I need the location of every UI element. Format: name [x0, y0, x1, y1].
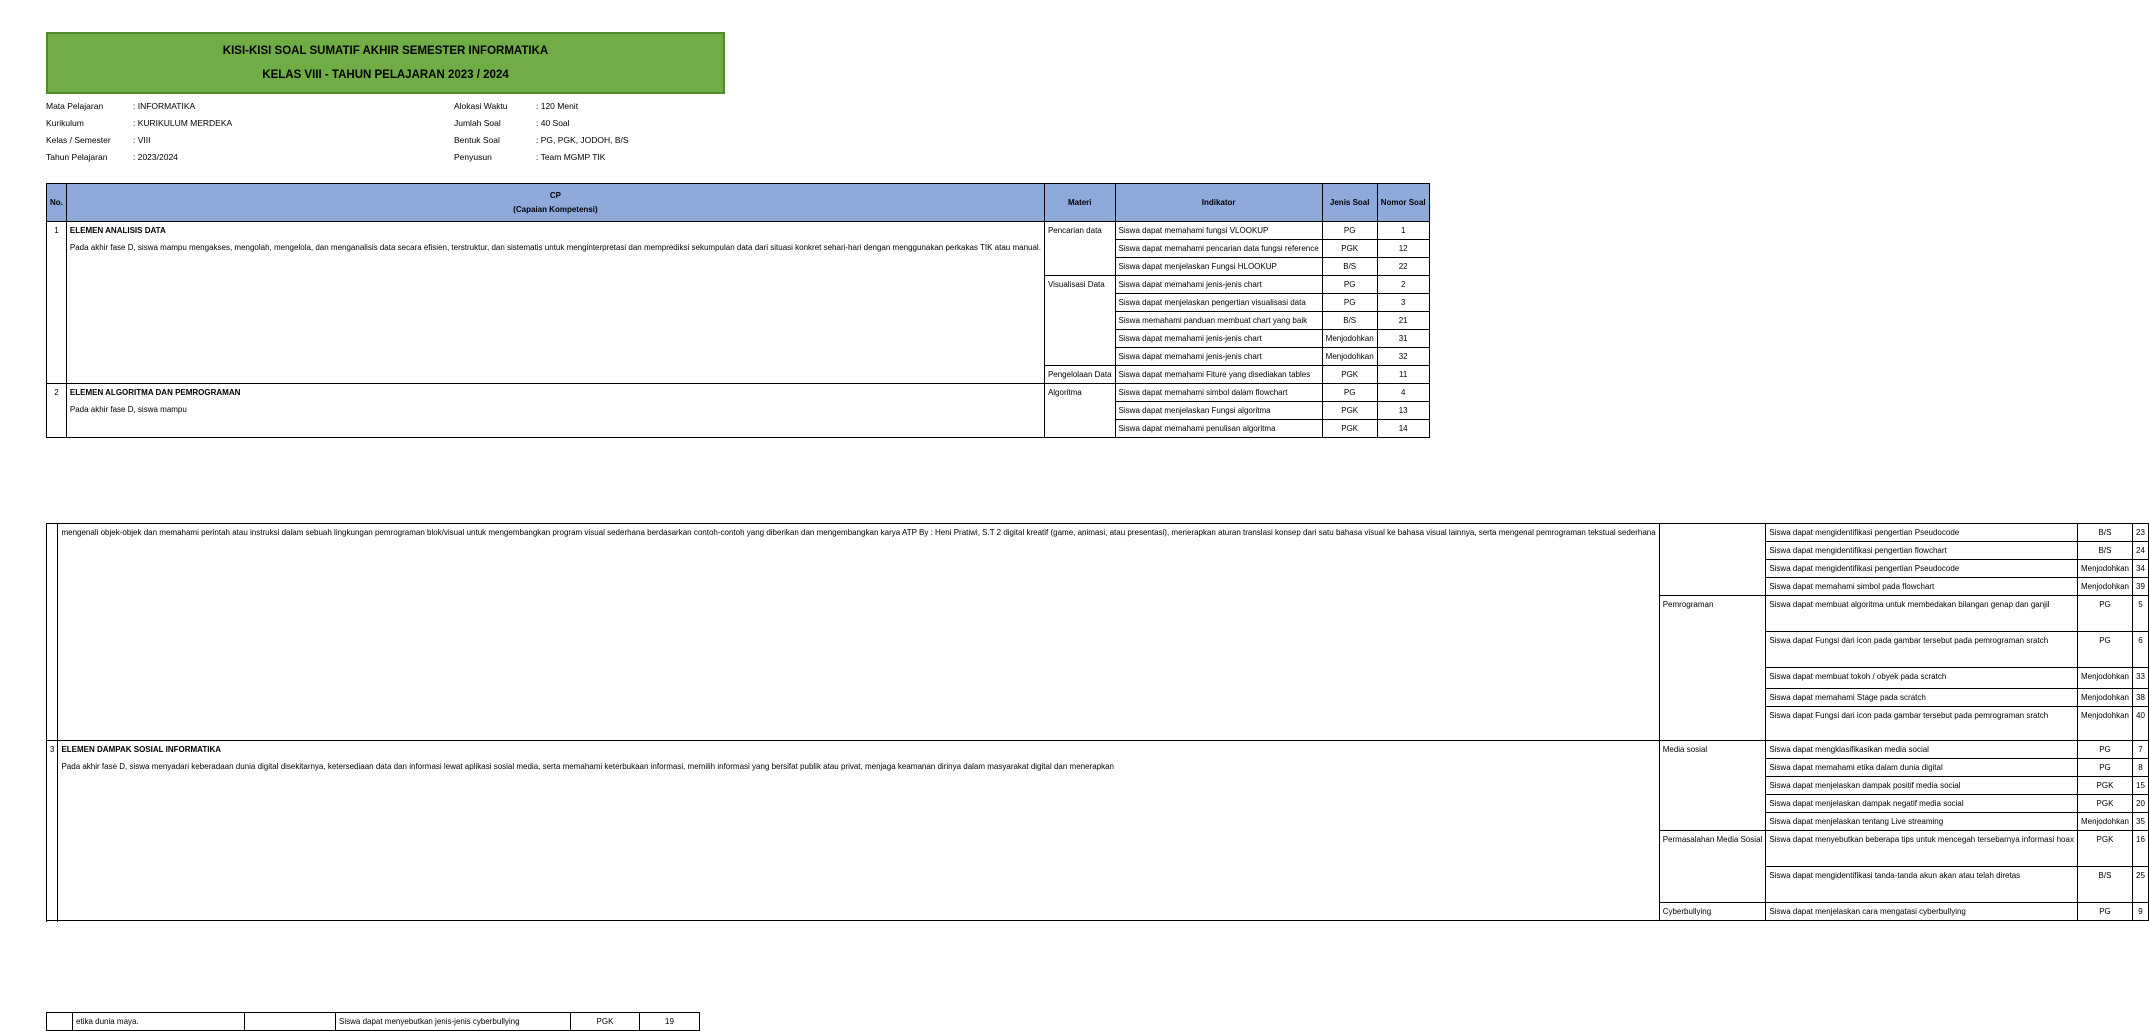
row-number: 1 — [47, 222, 67, 384]
info-key: Bentuk Soal — [454, 135, 500, 145]
indikator-cell: Siswa dapat memahami jenis-jenis chart — [1115, 330, 1322, 348]
header-nomor-soal: Nomor Soal — [1377, 184, 1429, 222]
materi-cell: Visualisasi Data — [1044, 276, 1115, 366]
row-number-empty — [47, 1013, 73, 1031]
indikator-cell: Siswa dapat memahami fungsi VLOOKUP — [1115, 222, 1322, 240]
indikator-cell: Siswa dapat memahami penulisan algoritma — [1115, 420, 1322, 438]
nomor-soal-cell: 12 — [1377, 240, 1429, 258]
indikator-cell: Siswa dapat menjelaskan cara mengatasi cyberbullying — [1766, 903, 2078, 921]
indikator-cell: Siswa dapat menjelaskan Fungsi HLOOKUP — [1115, 258, 1322, 276]
cp-text: Pada akhir fase D, siswa menyadari keberadaan dunia digital disekitarnya, ketersediaan data dan informasi lewat aplikasi sosial media, serta memahami keterbukaan informasi, memilih informasi yang bersifat publik atau privat, menjaga keamanan dirinya dalam masyarakat digital dan menerapkan — [61, 762, 1114, 771]
kisi-kisi-table-page3 — [46, 1012, 700, 1031]
info-value: : VIII — [133, 135, 151, 145]
materi-cell-empty — [245, 1013, 336, 1031]
jenis-soal-cell: PG — [1322, 222, 1377, 240]
indikator-cell: Siswa dapat mengidentifikasi tanda-tanda akun akan atau telah diretas — [1766, 867, 2078, 903]
indikator-cell: Siswa dapat memahami Fiture yang disediakan tables — [1115, 366, 1322, 384]
info-value: : PG, PGK, JODOH, B/S — [536, 135, 629, 145]
indikator-cell: Siswa dapat menjelaskan Fungsi algoritma — [1115, 402, 1322, 420]
nomor-soal-cell: 19 — [640, 1013, 700, 1031]
jenis-soal-cell: PG — [2077, 596, 2132, 632]
indikator-cell: Siswa dapat menjelaskan dampak negatif media social — [1766, 795, 2078, 813]
cp-cell — [66, 384, 1044, 438]
indikator-cell: Siswa dapat mengidentifikasi pengertian Pseudocode — [1766, 524, 2078, 542]
materi-cell: Pencarian data — [1044, 222, 1115, 276]
jenis-soal-cell: Menjodohkan — [1322, 330, 1377, 348]
materi-cell: Media sosial — [1659, 741, 1766, 831]
indikator-cell: Siswa dapat membuat algoritma untuk membedakan bilangan genap dan ganjil — [1766, 596, 2078, 632]
nomor-soal-cell: 3 — [1377, 294, 1429, 312]
nomor-soal-cell: 25 — [2133, 867, 2149, 903]
nomor-soal-cell: 7 — [2133, 741, 2149, 759]
jenis-soal-cell: B/S — [1322, 312, 1377, 330]
jenis-soal-cell: PGK — [1322, 240, 1377, 258]
row-number: 2 — [47, 384, 67, 438]
nomor-soal-cell: 22 — [1377, 258, 1429, 276]
kisi-kisi-table-page1 — [46, 183, 1430, 438]
materi-cell: Pemrograman — [1659, 596, 1766, 741]
jenis-soal-cell: Menjodohkan — [2077, 689, 2132, 707]
cp-title: ELEMEN ANALISIS DATA — [69, 226, 166, 235]
header-no: No. — [47, 184, 67, 222]
indikator-cell: Siswa dapat memahami pencarian data fungsi reference — [1115, 240, 1322, 258]
nomor-soal-cell: 20 — [2133, 795, 2149, 813]
jenis-soal-cell: PG — [1322, 384, 1377, 402]
indikator-cell: Siswa dapat Fungsi dari icon pada gambar tersebut pada pemrograman sratch — [1766, 632, 2078, 668]
indikator-cell: Siswa dapat memahami Stage pada scratch — [1766, 689, 2078, 707]
materi-cell: Cyberbullying — [1659, 903, 1766, 921]
nomor-soal-cell: 4 — [1377, 384, 1429, 402]
jenis-soal-cell: PGK — [1322, 402, 1377, 420]
info-key: Mata Pelajaran — [46, 101, 104, 111]
jenis-soal-cell: Menjodohkan — [2077, 707, 2132, 741]
jenis-soal-cell: Menjodohkan — [2077, 668, 2132, 689]
indikator-cell: Siswa dapat mengidentifikasi pengertian Pseudocode — [1766, 560, 2078, 578]
nomor-soal-cell: 5 — [2133, 596, 2149, 632]
document-title-box — [46, 32, 725, 94]
nomor-soal-cell: 35 — [2133, 813, 2149, 831]
jenis-soal-cell: PGK — [571, 1013, 640, 1031]
info-left — [46, 98, 232, 166]
jenis-soal-cell: Menjodohkan — [1322, 348, 1377, 366]
info-key: Penyusun — [454, 152, 492, 162]
header-materi: Materi — [1044, 184, 1115, 222]
materi-cell: Permasalahan Media Sosial — [1659, 831, 1766, 903]
nomor-soal-cell: 39 — [2133, 578, 2149, 596]
indikator-cell: Siswa dapat memahami simbol pada flowchart — [1766, 578, 2078, 596]
info-value: : 40 Soal — [536, 118, 570, 128]
nomor-soal-cell: 2 — [1377, 276, 1429, 294]
indikator-cell: Siswa dapat menjelaskan pengertian visualisasi data — [1115, 294, 1322, 312]
jenis-soal-cell: PGK — [2077, 795, 2132, 813]
indikator-cell: Siswa dapat menjelaskan dampak positif media social — [1766, 777, 2078, 795]
jenis-soal-cell: Menjodohkan — [2077, 813, 2132, 831]
indikator-cell: Siswa dapat Fungsi dari icon pada gambar tersebut pada pemrograman sratch — [1766, 707, 2078, 741]
info-value: : 120 Menit — [536, 101, 579, 111]
cp-title: ELEMEN DAMPAK SOSIAL INFORMATIKA — [61, 745, 222, 754]
header-jenis-soal: Jenis Soal — [1322, 184, 1377, 222]
indikator-cell: Siswa dapat mengklasifikasikan media social — [1766, 741, 2078, 759]
jenis-soal-cell: PGK — [2077, 777, 2132, 795]
info-value: : Team MGMP TIK — [536, 152, 606, 162]
info-key: Kurikulum — [46, 118, 84, 128]
nomor-soal-cell: 13 — [1377, 402, 1429, 420]
indikator-cell: Siswa dapat membuat tokoh / obyek pada scratch — [1766, 668, 2078, 689]
nomor-soal-cell: 33 — [2133, 668, 2149, 689]
row-number-empty — [47, 524, 58, 741]
nomor-soal-cell: 24 — [2133, 542, 2149, 560]
document-title-line2: KELAS VIII - TAHUN PELAJARAN 2023 / 2024 — [262, 69, 509, 81]
nomor-soal-cell: 21 — [1377, 312, 1429, 330]
jenis-soal-cell: PG — [2077, 632, 2132, 668]
info-right — [454, 98, 629, 166]
materi-cell: Pengelolaan Data — [1044, 366, 1115, 384]
jenis-soal-cell: Menjodohkan — [2077, 560, 2132, 578]
nomor-soal-cell: 16 — [2133, 831, 2149, 867]
nomor-soal-cell: 23 — [2133, 524, 2149, 542]
indikator-cell: Siswa dapat menjelaskan tentang Live streaming — [1766, 813, 2078, 831]
materi-cell-empty — [1659, 524, 1766, 596]
cp-text: Pada akhir fase D, siswa mampu mengakses, mengolah, mengelola, dan menganalisis data secara efisien, terstruktur, dan sistematis untuk menginterpretasi dan memprediksi sekumpulan data dari situasi konkret sehari-hari dengan menggunakan perkakas TIK atau manual. — [69, 243, 1041, 252]
jenis-soal-cell: B/S — [2077, 867, 2132, 903]
nomor-soal-cell: 8 — [2133, 759, 2149, 777]
indikator-cell: Siswa dapat memahami simbol dalam flowchart — [1115, 384, 1322, 402]
cp-text: Pada akhir fase D, siswa mampu — [69, 405, 187, 414]
header-cp-label: CP — [549, 190, 561, 200]
nomor-soal-cell: 11 — [1377, 366, 1429, 384]
header-cp — [66, 184, 1044, 222]
nomor-soal-cell: 31 — [1377, 330, 1429, 348]
jenis-soal-cell: B/S — [1322, 258, 1377, 276]
nomor-soal-cell: 32 — [1377, 348, 1429, 366]
jenis-soal-cell: B/S — [2077, 542, 2132, 560]
jenis-soal-cell: Menjodohkan — [2077, 578, 2132, 596]
nomor-soal-cell: 1 — [1377, 222, 1429, 240]
indikator-cell: Siswa dapat menyebutkan beberapa tips untuk mencegah tersebarnya informasi hoax — [1766, 831, 2078, 867]
nomor-soal-cell: 38 — [2133, 689, 2149, 707]
info-key: Kelas / Semester — [46, 135, 111, 145]
cp-title: ELEMEN ALGORITMA DAN PEMROGRAMAN — [69, 388, 241, 397]
info-value: : KURIKULUM MERDEKA — [133, 118, 233, 128]
nomor-soal-cell: 9 — [2133, 903, 2149, 921]
info-key: Jumlah Soal — [454, 118, 501, 128]
cp-cell — [58, 524, 1659, 741]
row-number: 3 — [47, 741, 58, 921]
jenis-soal-cell: PGK — [1322, 366, 1377, 384]
jenis-soal-cell: B/S — [2077, 524, 2132, 542]
document-title-line1: KISI-KISI SOAL SUMATIF AKHIR SEMESTER INFORMATIKA — [222, 45, 549, 57]
info-value: : 2023/2024 — [133, 152, 178, 162]
header-cp-sub: (Capaian Kompetensi) — [513, 204, 598, 214]
indikator-cell: Siswa memahami panduan membuat chart yang baik — [1115, 312, 1322, 330]
nomor-soal-cell: 15 — [2133, 777, 2149, 795]
info-value: : INFORMATIKA — [133, 101, 196, 111]
nomor-soal-cell: 34 — [2133, 560, 2149, 578]
jenis-soal-cell: PG — [2077, 741, 2132, 759]
cp-cell — [66, 222, 1044, 384]
cp-cell — [58, 741, 1659, 921]
indikator-cell: Siswa dapat menyebutkan jenis-jenis cyberbullying — [336, 1013, 571, 1031]
jenis-soal-cell: PGK — [1322, 420, 1377, 438]
kisi-kisi-table-page2 — [46, 523, 2149, 921]
cp-text: etika dunia maya. — [73, 1013, 245, 1031]
jenis-soal-cell: PGK — [2077, 831, 2132, 867]
cp-text: mengenali objek-objek dan memahami perintah atau instruksi dalam sebuah lingkungan pemrograman blok/visual untuk mengembangkan program visual sederhana berdasarkan contoh-contoh yang diberikan dan mengembangkan karya ATP By : Heni Pratiwi, S.T 2 digital kreatif (game, animasi, atau presentasi), menerapkan aturan translasi konsep dari satu bahasa visual ke bahasa visual lainnya, serta mengenal pemrograman tekstual sederhana — [61, 528, 1656, 537]
jenis-soal-cell: PG — [1322, 276, 1377, 294]
indikator-cell: Siswa dapat mengidentifikasi pengertian flowchart — [1766, 542, 2078, 560]
indikator-cell: Siswa dapat memahami jenis-jenis chart — [1115, 348, 1322, 366]
jenis-soal-cell: PG — [2077, 903, 2132, 921]
nomor-soal-cell: 14 — [1377, 420, 1429, 438]
nomor-soal-cell: 40 — [2133, 707, 2149, 741]
indikator-cell: Siswa dapat memahami jenis-jenis chart — [1115, 276, 1322, 294]
materi-cell: Algoritma — [1044, 384, 1115, 438]
info-key: Alokasi Waktu — [454, 101, 508, 111]
jenis-soal-cell: PG — [2077, 759, 2132, 777]
indikator-cell: Siswa dapat memahami etika dalam dunia digital — [1766, 759, 2078, 777]
header-indikator: Indikator — [1115, 184, 1322, 222]
nomor-soal-cell: 6 — [2133, 632, 2149, 668]
jenis-soal-cell: PG — [1322, 294, 1377, 312]
info-key: Tahun Pelajaran — [46, 152, 108, 162]
